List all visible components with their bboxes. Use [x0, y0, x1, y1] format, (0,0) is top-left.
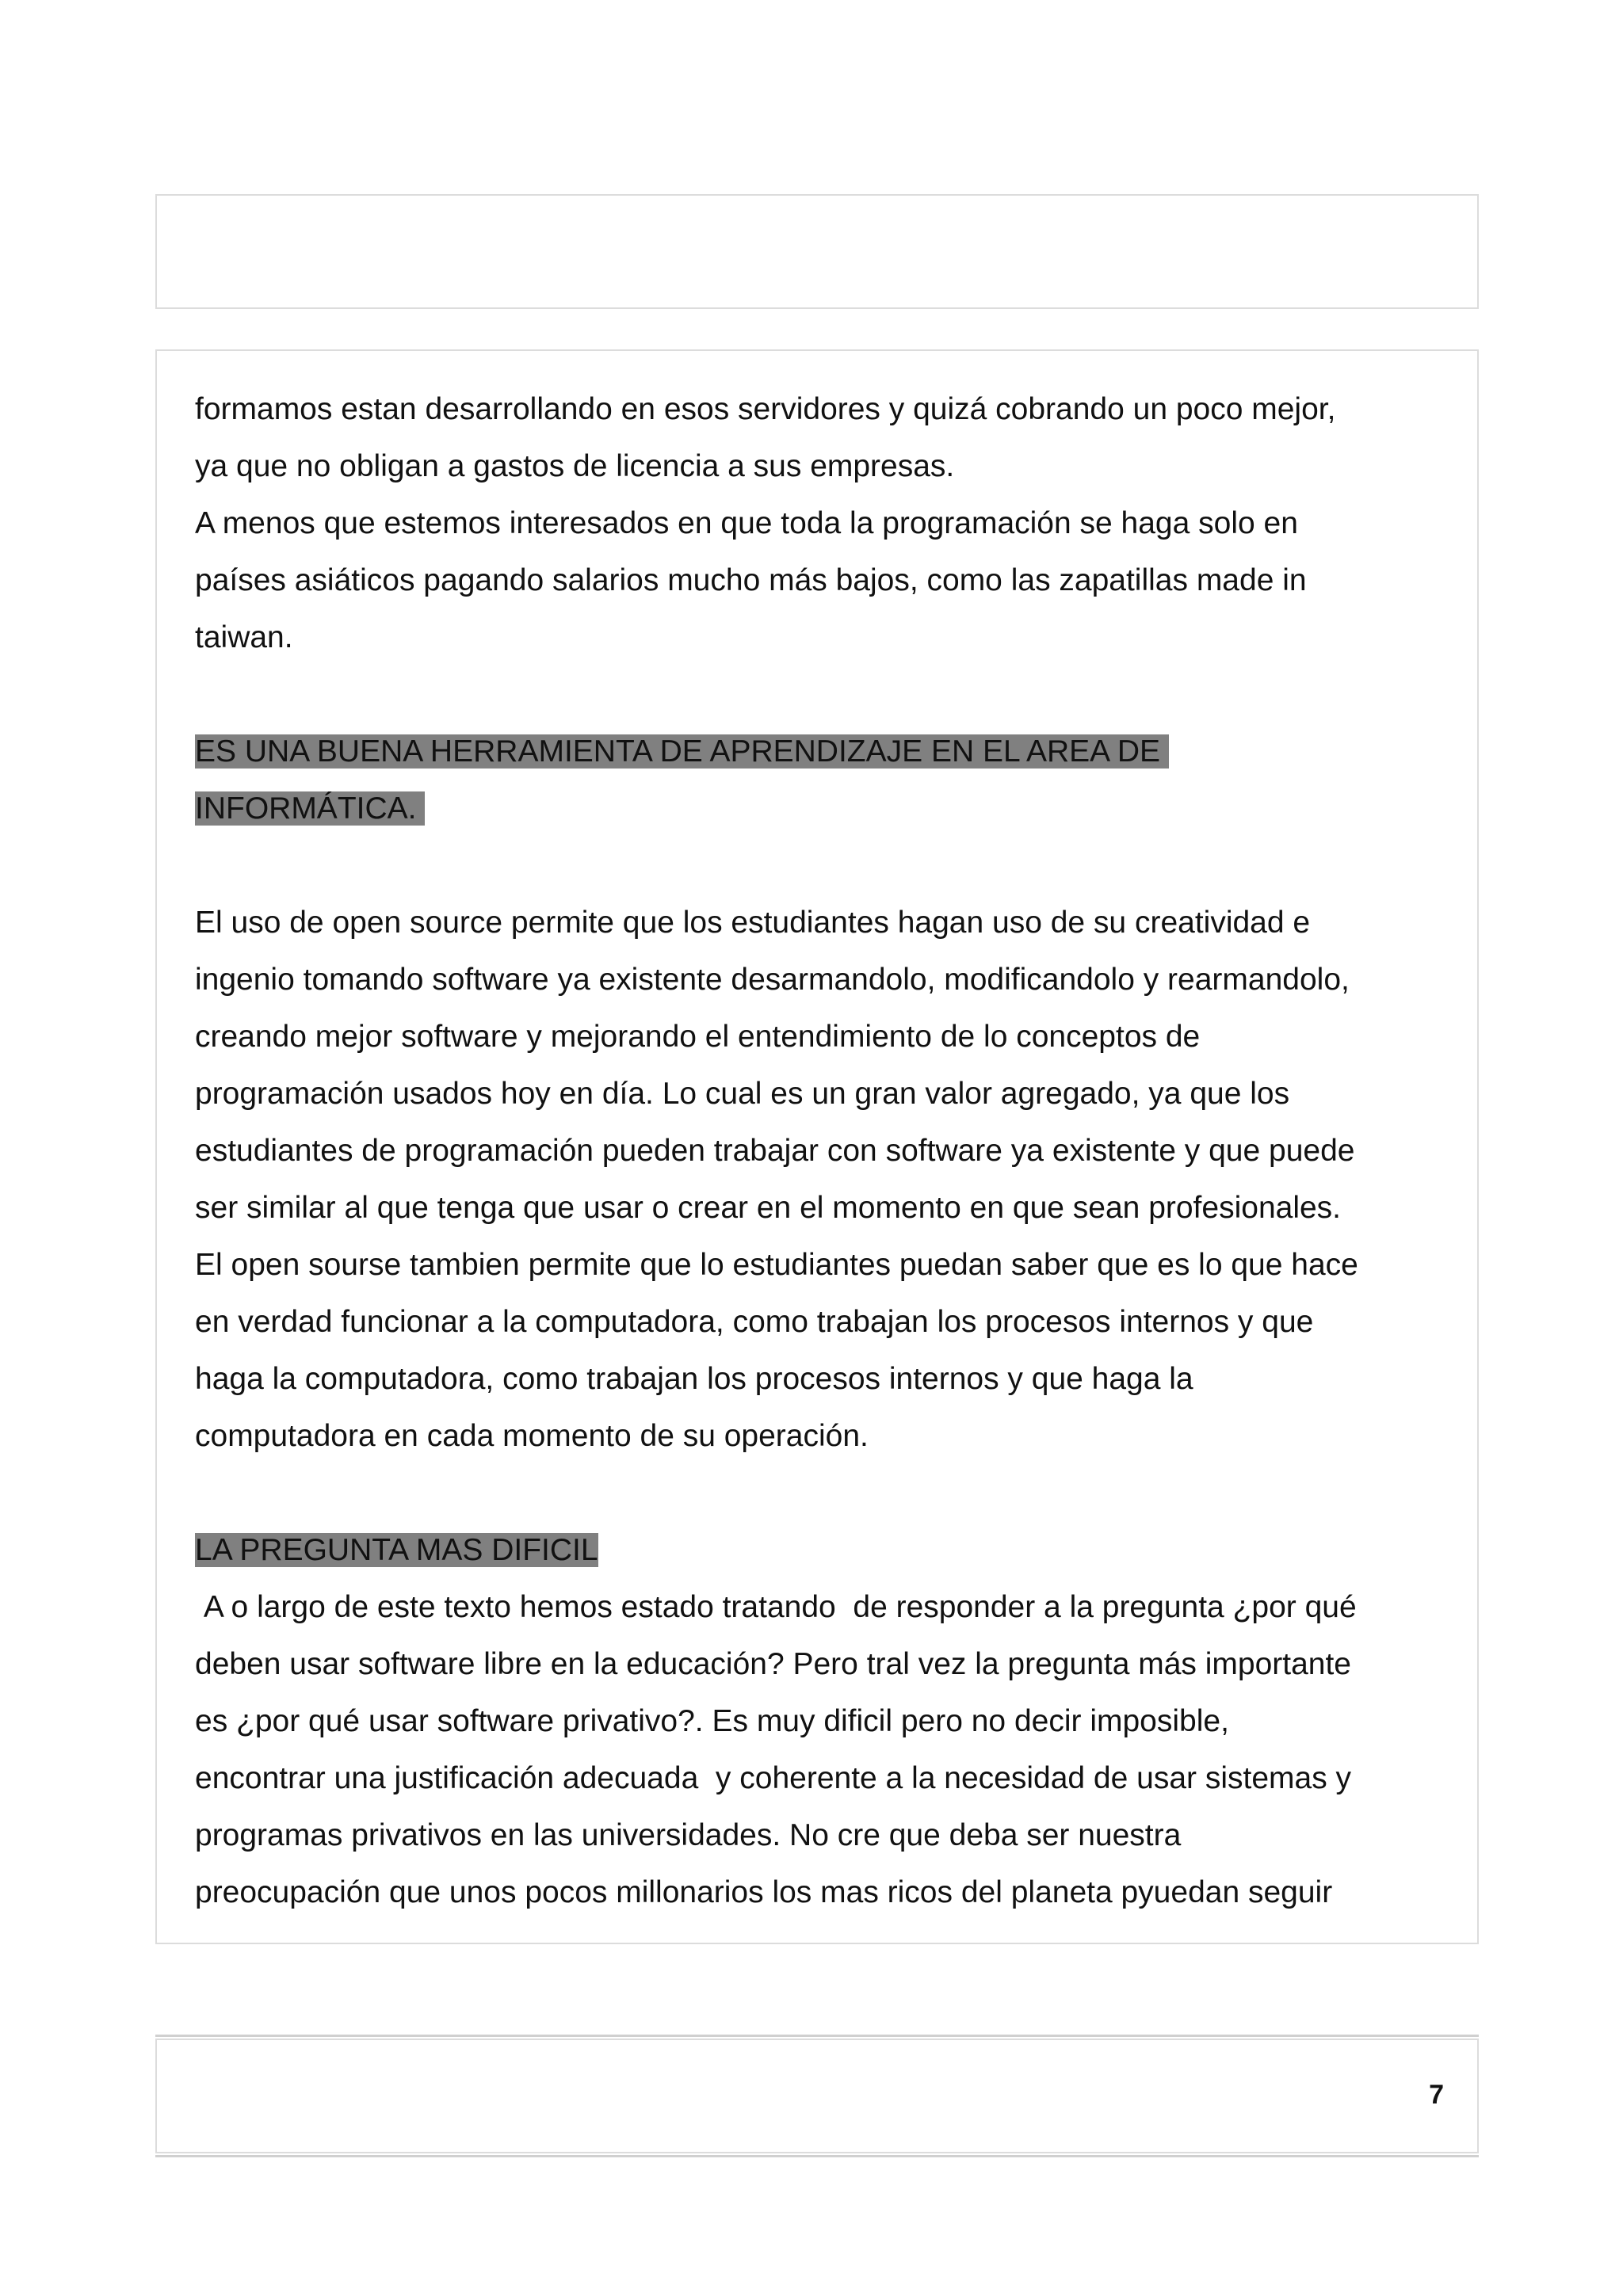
q-line-3: es ¿por qué usar software privativo?. Es muy dificil pero no decir imposible, [195, 1704, 1229, 1738]
os-line-5: estudiantes de programación pueden trabajar con software ya existente y que puede [195, 1134, 1355, 1168]
page-footer [155, 2039, 1479, 2153]
page-number: 7 [1429, 2080, 1444, 2110]
os-line-1: El uso de open source permite que los estudiantes hagan uso de su creatividad e [195, 906, 1311, 940]
page-header [155, 194, 1479, 309]
footer-rule-top [155, 2035, 1479, 2037]
intro-line-4: países asiáticos pagando salarios mucho más bajos, como las zapatillas made in [195, 563, 1307, 597]
heading-1-line-1: ES UNA BUENA HERRAMIENTA DE APRENDIZAJE EN EL AREA DE [195, 734, 1169, 769]
os-line-4: programación usados hoy en día. Lo cual es un gran valor agregado, ya que los [195, 1077, 1290, 1111]
os-line-2: ingenio tomando software ya existente desarmandolo, modificandolo y rearmandolo, [195, 963, 1350, 997]
q-line-1: A o largo de este texto hemos estado tratando de responder a la pregunta ¿por qué [195, 1590, 1357, 1624]
intro-line-2: ya que no obligan a gastos de licencia a sus empresas. [195, 449, 955, 483]
os-line-10: computadora en cada momento de su operación. [195, 1419, 869, 1453]
q-line-5: programas privativos en las universidades. No cre que deba ser nuestra [195, 1818, 1182, 1852]
document-body [195, 381, 1455, 1921]
os-line-9: haga la computadora, como trabajan los procesos internos y que haga la [195, 1362, 1193, 1396]
os-line-6: ser similar al que tenga que usar o crear en el momento en que sean profesionales. [195, 1191, 1342, 1225]
intro-line-3: A menos que estemos interesados en que toda la programación se haga solo en [195, 506, 1298, 540]
q-line-2: deben usar software libre en la educación? Pero tral vez la pregunta más importante [195, 1647, 1351, 1681]
q-line-4: encontrar una justificación adecuada y coherente a la necesidad de usar sistemas y [195, 1761, 1352, 1795]
q-line-6: preocupación que unos pocos millonarios los mas ricos del planeta pyuedan seguir [195, 1875, 1333, 1909]
os-line-3: creando mejor software y mejorando el entendimiento de lo conceptos de [195, 1020, 1201, 1054]
footer-rule-bottom [155, 2155, 1479, 2157]
heading-1-line-2: INFORMÁTICA. [195, 791, 426, 826]
spacer [195, 837, 1455, 894]
intro-line-1: formamos estan desarrollando en esos servidores y quizá cobrando un poco mejor, [195, 392, 1336, 426]
os-line-7: El open sourse tambien permite que lo estudiantes puedan saber que es lo que hace [195, 1248, 1358, 1282]
section-heading-tool [195, 723, 1455, 780]
intro-line-5: taiwan. [195, 620, 293, 654]
spacer [195, 1465, 1455, 1522]
spacer [195, 666, 1455, 723]
heading-2-text: LA PREGUNTA MAS DIFICIL [195, 1533, 598, 1567]
os-line-8: en verdad funcionar a la computadora, como trabajan los procesos internos y que [195, 1305, 1314, 1339]
section-heading-question [195, 1522, 1455, 1579]
section-heading-tool-cont [195, 780, 1455, 837]
